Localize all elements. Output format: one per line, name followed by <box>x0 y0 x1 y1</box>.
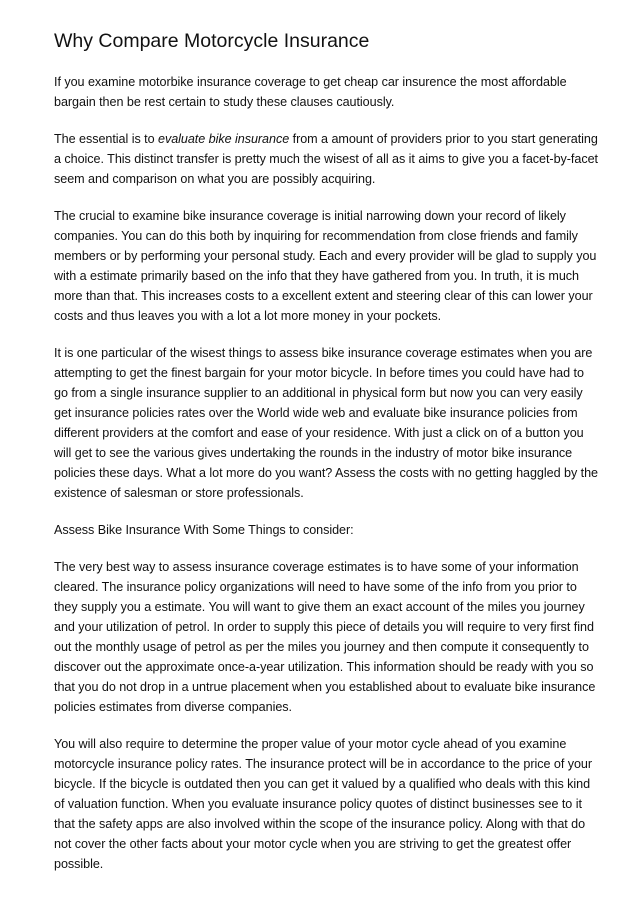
paragraph-intro: If you examine motorbike insurance coverage to get cheap car insurence the most affordable bargain then be rest certain to study these clauses cautiously. <box>54 75 567 109</box>
paragraph-essential-rest: from a amount of providers prior to you start generating a choice. This distinct transfer is pretty much the wisest of all as it aims to give you a facet-by-facet seem and comparison on what you are possibly acquiring. <box>54 132 598 186</box>
document-page <box>54 28 599 891</box>
paragraph-wisest: It is one particular of the wisest things to assess bike insurance coverage estimates when you are attempting to get the finest bargain for your motor bicycle. In before times you could have had to go from a single insurance supplier to an additional in physical form but now you can very easily get insurance policies rates over the World wide web and evaluate bike insurance policies from different providers at the comfort and ease of your residence. With just a click on of a button you will get to see the various gives undertaking the rounds in the industry of motor bike insurance policies these days. What a lot more do you want? Assess the costs with no getting haggled by the existence of salesman or store professionals. <box>54 346 598 500</box>
paragraph-crucial: The crucial to examine bike insurance coverage is initial narrowing down your record of likely companies. You can do this both by inquiring for recommendation from close friends and family members or by performing your personal study. Each and every provider will be glad to supply you with a estimate primarily based on the info that they have gathered from you. In truth, it is much more than that. This increases costs to a excellent extent and steering clear of this can lower your costs and thus leaves you with a lot a lot more money in your pockets. <box>54 209 597 323</box>
emphasis-evaluate-bike-insurance: evaluate bike insurance <box>158 132 290 146</box>
paragraph-best-way: The very best way to assess insurance coverage estimates is to have some of your information cleared. The insurance policy organizations will need to have some of the info from you prior to they supply you a estimate. You will want to give them an exact account of the miles you journey and your utilization of petrol. In order to supply this piece of details you will require to very first find out the monthly usage of petrol as per the miles you journey and then compute it consequently to discover out the approximate once-a-year utilization. This information should be ready with you so that you do not drop in a untrue placement when you established about to evaluate bike insurance policies estimates from diverse companies. <box>54 560 596 714</box>
paragraph-proper-value: You will also require to determine the proper value of your motor cycle ahead of you examine motorcycle insurance policy rates. The insurance protect will be in accordance to the price of your bicycle. If the bicycle is outdated then you can get it valued by a qualified who deals with this kind of valuation function. When you evaluate insurance policy quotes of distinct businesses see to it that the safety apps are also involved within the scope of the insurance policy. Along with that do not cover the other facts about your motor cycle when you are striving to get the greatest offer possible. <box>54 737 593 871</box>
section-heading-assess: Assess Bike Insurance With Some Things to consider: <box>54 523 354 537</box>
document-title: Why Compare Motorcycle Insurance <box>54 30 370 52</box>
paragraph-essential-lead: The essential is to <box>54 132 158 146</box>
paragraph-essential <box>54 129 599 189</box>
